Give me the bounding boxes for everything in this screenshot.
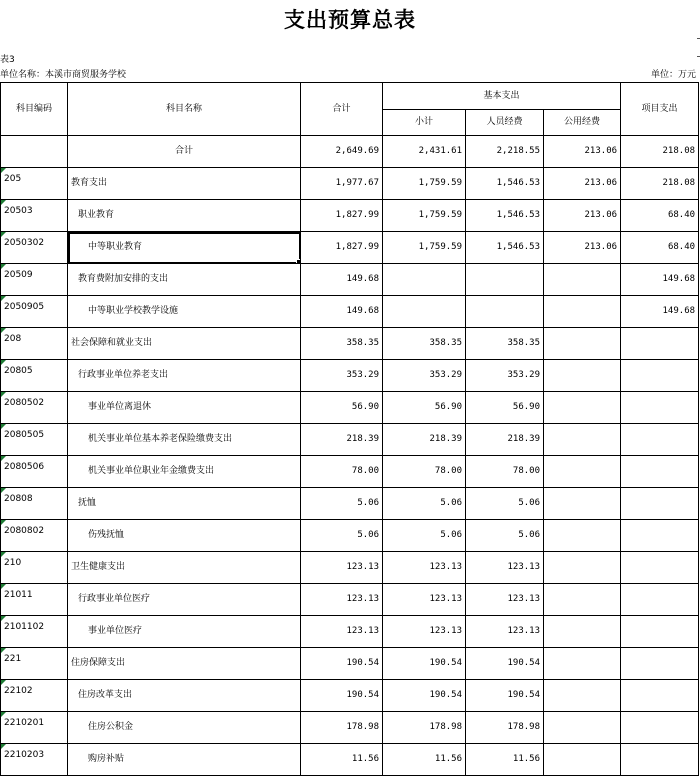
table-row	[1, 744, 699, 776]
public-cell[interactable]	[544, 744, 621, 776]
code-cell[interactable]	[1, 136, 68, 168]
header-personnel[interactable]: 人员经费	[466, 110, 544, 136]
personnel-cell[interactable]: 78.00	[466, 456, 544, 488]
project-cell[interactable]: 68.40	[621, 200, 699, 232]
public-cell[interactable]	[544, 680, 621, 712]
subtotal-cell[interactable]: 218.39	[383, 424, 466, 456]
subtotal-cell[interactable]: 353.29	[383, 360, 466, 392]
project-cell[interactable]	[621, 360, 699, 392]
code-cell[interactable]: 2210201	[1, 712, 68, 744]
project-cell[interactable]: 218.08	[621, 136, 699, 168]
project-cell[interactable]	[621, 424, 699, 456]
code-cell[interactable]: 2080506	[1, 456, 68, 488]
public-cell[interactable]	[544, 360, 621, 392]
project-cell[interactable]	[621, 648, 699, 680]
table-row	[1, 680, 699, 712]
name-cell[interactable]: 中等职业教育	[68, 232, 301, 264]
code-cell[interactable]: 2101102	[1, 616, 68, 648]
personnel-cell[interactable]	[466, 264, 544, 296]
total-cell[interactable]: 358.35	[301, 328, 383, 360]
table-row	[1, 552, 699, 584]
project-cell[interactable]: 218.08	[621, 168, 699, 200]
public-cell[interactable]	[544, 616, 621, 648]
public-cell[interactable]	[544, 552, 621, 584]
code-cell[interactable]: 20808	[1, 488, 68, 520]
public-cell[interactable]: 213.06	[544, 136, 621, 168]
project-cell[interactable]	[621, 616, 699, 648]
personnel-cell[interactable]: 123.13	[466, 584, 544, 616]
code-cell[interactable]: 22102	[1, 680, 68, 712]
table-row	[1, 264, 699, 296]
subtotal-cell[interactable]: 190.54	[383, 648, 466, 680]
header-total[interactable]: 合计	[301, 83, 383, 136]
project-cell[interactable]	[621, 680, 699, 712]
name-cell[interactable]: 抚恤	[68, 488, 301, 520]
public-cell[interactable]	[544, 424, 621, 456]
table-row	[1, 648, 699, 680]
public-cell[interactable]	[544, 712, 621, 744]
project-cell[interactable]	[621, 744, 699, 776]
personnel-cell[interactable]: 1,546.53	[466, 200, 544, 232]
subtotal-cell[interactable]: 56.90	[383, 392, 466, 424]
code-cell[interactable]: 221	[1, 648, 68, 680]
personnel-cell[interactable]: 218.39	[466, 424, 544, 456]
name-cell[interactable]: 行政事业单位养老支出	[68, 360, 301, 392]
code-cell[interactable]: 2050302	[1, 232, 68, 264]
code-cell[interactable]: 2080505	[1, 424, 68, 456]
subtotal-cell[interactable]: 358.35	[383, 328, 466, 360]
total-cell[interactable]: 5.06	[301, 520, 383, 552]
table-row	[1, 712, 699, 744]
subtotal-cell[interactable]: 178.98	[383, 712, 466, 744]
public-cell[interactable]	[544, 392, 621, 424]
code-cell[interactable]: 2050905	[1, 296, 68, 328]
code-cell[interactable]: 210	[1, 552, 68, 584]
personnel-cell[interactable]: 11.56	[466, 744, 544, 776]
project-cell[interactable]	[621, 488, 699, 520]
name-cell[interactable]: 合计	[68, 136, 301, 168]
subtotal-cell[interactable]: 1,759.59	[383, 200, 466, 232]
table-row	[1, 232, 699, 264]
personnel-cell[interactable]: 190.54	[466, 648, 544, 680]
project-cell[interactable]	[621, 552, 699, 584]
personnel-cell[interactable]: 123.13	[466, 616, 544, 648]
name-cell[interactable]: 教育费附加安排的支出	[68, 264, 301, 296]
page-title: 支出预算总表	[284, 7, 416, 32]
currency-unit: 单位：万元	[650, 70, 696, 80]
subtotal-cell[interactable]	[383, 296, 466, 328]
table-row	[1, 360, 699, 392]
total-cell[interactable]: 78.00	[301, 456, 383, 488]
subtotal-cell[interactable]: 123.13	[383, 552, 466, 584]
personnel-cell[interactable]: 123.13	[466, 552, 544, 584]
public-cell[interactable]	[544, 456, 621, 488]
name-cell[interactable]: 中等职业学校教学设施	[68, 296, 301, 328]
personnel-cell[interactable]: 5.06	[466, 488, 544, 520]
name-cell[interactable]: 机关事业单位职业年金缴费支出	[68, 456, 301, 488]
subtotal-cell[interactable]	[383, 264, 466, 296]
public-cell[interactable]: 213.06	[544, 168, 621, 200]
table-row	[1, 584, 699, 616]
project-cell[interactable]: 149.68	[621, 264, 699, 296]
personnel-cell[interactable]: 353.29	[466, 360, 544, 392]
subtotal-cell[interactable]: 1,759.59	[383, 232, 466, 264]
total-cell[interactable]: 218.39	[301, 424, 383, 456]
project-cell[interactable]	[621, 328, 699, 360]
header-code[interactable]: 科目编码	[1, 83, 68, 136]
project-cell[interactable]	[621, 392, 699, 424]
name-cell[interactable]: 事业单位医疗	[68, 616, 301, 648]
personnel-cell[interactable]: 358.35	[466, 328, 544, 360]
name-cell[interactable]: 行政事业单位医疗	[68, 584, 301, 616]
unit-name: 单位名称：本溪市商贸服务学校	[0, 70, 127, 80]
header-subtotal[interactable]: 小计	[383, 110, 466, 136]
expenditure-budget-table	[0, 82, 699, 776]
name-cell[interactable]: 卫生健康支出	[68, 552, 301, 584]
header-project[interactable]: 项目支出	[621, 83, 699, 136]
table-row	[1, 392, 699, 424]
total-cell[interactable]: 1,827.99	[301, 200, 383, 232]
name-cell[interactable]: 住房保障支出	[68, 648, 301, 680]
public-cell[interactable]	[544, 328, 621, 360]
project-cell[interactable]	[621, 712, 699, 744]
subtotal-cell[interactable]: 78.00	[383, 456, 466, 488]
table-row	[1, 616, 699, 648]
total-cell[interactable]: 56.90	[301, 392, 383, 424]
public-cell[interactable]: 213.06	[544, 200, 621, 232]
project-cell[interactable]: 149.68	[621, 296, 699, 328]
personnel-cell[interactable]: 5.06	[466, 520, 544, 552]
personnel-cell[interactable]	[466, 296, 544, 328]
public-cell[interactable]	[544, 296, 621, 328]
table-row	[1, 456, 699, 488]
name-cell[interactable]: 社会保障和就业支出	[68, 328, 301, 360]
header-basic[interactable]: 基本支出	[383, 83, 621, 110]
project-cell[interactable]: 68.40	[621, 232, 699, 264]
table-row	[1, 200, 699, 232]
subtotal-cell[interactable]: 1,759.59	[383, 168, 466, 200]
code-cell[interactable]: 2210203	[1, 744, 68, 776]
total-cell[interactable]: 123.13	[301, 584, 383, 616]
code-cell[interactable]: 2080802	[1, 520, 68, 552]
name-cell[interactable]: 教育支出	[68, 168, 301, 200]
personnel-cell[interactable]: 56.90	[466, 392, 544, 424]
project-cell[interactable]	[621, 456, 699, 488]
public-cell[interactable]	[544, 520, 621, 552]
subtotal-cell[interactable]: 11.56	[383, 744, 466, 776]
total-cell[interactable]: 1,827.99	[301, 232, 383, 264]
personnel-cell[interactable]: 1,546.53	[466, 232, 544, 264]
name-cell[interactable]: 伤残抚恤	[68, 520, 301, 552]
name-cell[interactable]: 住房改革支出	[68, 680, 301, 712]
code-cell[interactable]: 208	[1, 328, 68, 360]
personnel-cell[interactable]: 178.98	[466, 712, 544, 744]
personnel-cell[interactable]: 2,218.55	[466, 136, 544, 168]
name-cell[interactable]: 机关事业单位基本养老保险缴费支出	[68, 424, 301, 456]
total-cell[interactable]: 2,649.69	[301, 136, 383, 168]
header-public[interactable]: 公用经费	[544, 110, 621, 136]
code-cell[interactable]: 20509	[1, 264, 68, 296]
total-cell[interactable]: 178.98	[301, 712, 383, 744]
code-cell[interactable]: 205	[1, 168, 68, 200]
table-number: 表3	[0, 55, 15, 65]
public-cell[interactable]	[544, 648, 621, 680]
public-cell[interactable]	[544, 264, 621, 296]
subtotal-cell[interactable]: 5.06	[383, 520, 466, 552]
total-cell[interactable]: 1,977.67	[301, 168, 383, 200]
name-cell[interactable]: 购房补贴	[68, 744, 301, 776]
public-cell[interactable]: 213.06	[544, 232, 621, 264]
total-cell[interactable]: 11.56	[301, 744, 383, 776]
total-cell[interactable]: 123.13	[301, 552, 383, 584]
subtotal-cell[interactable]: 123.13	[383, 616, 466, 648]
table-row	[1, 296, 699, 328]
total-cell[interactable]: 123.13	[301, 616, 383, 648]
code-cell[interactable]: 2080502	[1, 392, 68, 424]
total-cell[interactable]: 149.68	[301, 296, 383, 328]
total-cell[interactable]: 190.54	[301, 680, 383, 712]
subtotal-cell[interactable]: 5.06	[383, 488, 466, 520]
project-cell[interactable]	[621, 520, 699, 552]
name-cell[interactable]: 住房公积金	[68, 712, 301, 744]
personnel-cell[interactable]: 1,546.53	[466, 168, 544, 200]
subtotal-cell[interactable]: 2,431.61	[383, 136, 466, 168]
name-cell[interactable]: 事业单位离退休	[68, 392, 301, 424]
total-cell[interactable]: 353.29	[301, 360, 383, 392]
table-row	[1, 520, 699, 552]
total-cell[interactable]: 149.68	[301, 264, 383, 296]
code-cell[interactable]: 21011	[1, 584, 68, 616]
total-cell[interactable]: 5.06	[301, 488, 383, 520]
code-cell[interactable]: 20503	[1, 200, 68, 232]
total-cell[interactable]: 190.54	[301, 648, 383, 680]
table-row	[1, 168, 699, 200]
table-row	[1, 136, 699, 168]
subtotal-cell[interactable]: 123.13	[383, 584, 466, 616]
table-row	[1, 424, 699, 456]
public-cell[interactable]	[544, 584, 621, 616]
table-row	[1, 488, 699, 520]
name-cell[interactable]: 职业教育	[68, 200, 301, 232]
personnel-cell[interactable]: 190.54	[466, 680, 544, 712]
subtotal-cell[interactable]: 190.54	[383, 680, 466, 712]
public-cell[interactable]	[544, 488, 621, 520]
header-name[interactable]: 科目名称	[68, 83, 301, 136]
code-cell[interactable]: 20805	[1, 360, 68, 392]
table-row	[1, 328, 699, 360]
project-cell[interactable]	[621, 584, 699, 616]
